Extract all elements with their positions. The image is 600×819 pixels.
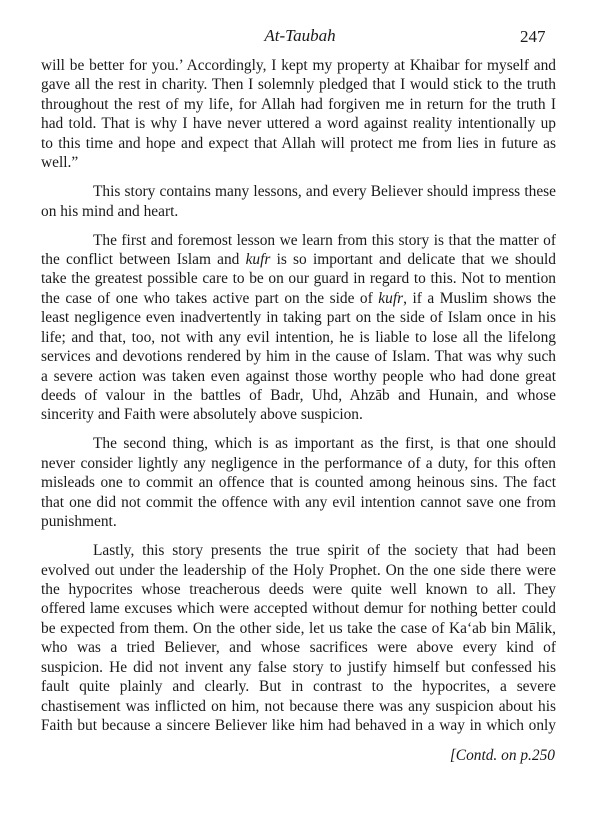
text-line: a severe action was taken even against those worthy people who had done great [41, 367, 556, 385]
paragraph [41, 231, 556, 425]
text-line: who was a tried Believer, and whose sacrifices were above every kind of [41, 639, 556, 657]
italic-term: kufr [378, 289, 404, 307]
text-line: The second thing, which is as important as the first, is that one should [93, 435, 556, 453]
text-line: the case of one who takes active part on the side of kufr, if a Muslim shows the [41, 289, 557, 307]
text-line: that one did not commit the offence with any evil intention cannot save one from [41, 493, 556, 511]
body-text [41, 56, 556, 745]
text-line: the hypocrites whose treacherous deeds were quite well known to all. They [41, 580, 556, 598]
text-line: chastisement was inflicted on him, not because there was any suspicion about his [41, 697, 556, 715]
continued-note: [Contd. on p.250 [449, 747, 555, 764]
text-line: The first and foremost lesson we learn from this story is that the matter of [93, 231, 556, 249]
text-line: This story contains many lessons, and every Believer should impress these [93, 183, 556, 201]
text-line: fault quite plainly and clearly. But in contrast to the hypocrites, a severe [41, 678, 556, 696]
text-line: never consider lightly any negligence in the performance of a duty, for this often [41, 454, 556, 472]
text-line: sincerity and Faith were absolutely above suspicion. [41, 406, 363, 424]
text-line: deeds of valour in the battles of Badr, Uhd, Ahzāb and Hunain, and whose [41, 387, 556, 404]
text-line: Lastly, this story presents the true spirit of the society that had been [93, 542, 556, 560]
text-line: the conflict between Islam and kufr is so important and delicate that we should [41, 250, 556, 268]
text-line: life; and that, too, not with any evil intention, he is liable to lose all the lifelong [41, 328, 556, 346]
text-line: least negligence even inadvertently in taking part on the side of Islam once in his [41, 309, 556, 327]
paragraph [41, 182, 556, 221]
text-line: suspicion. He did not invent any false story to justify himself but confessed his [41, 658, 556, 676]
text-line: offered lame excuses which were accepted without demur for nothing better could [41, 600, 556, 618]
running-title: At-Taubah [264, 26, 336, 45]
text-line: will be better for you.’ Accordingly, I kept my property at Khaibar for myself and [41, 57, 556, 74]
text-line: had told. That is why I have never uttered a word against reality intentionally up [41, 115, 556, 133]
text-line: to this time and hope and expect that Allah will protect me from lies in future as [41, 134, 556, 152]
paragraph [41, 434, 556, 531]
text-line: on his mind and heart. [41, 202, 179, 220]
text-line: gave all the rest in charity. Then I solemnly pledged that I would stick to the truth [41, 76, 556, 94]
paragraph [41, 56, 556, 173]
text-line: Faith but because a sincere Believer like him had behaved in a way in which only [41, 717, 556, 734]
text-line: misleads one to commit an offence that is counted among heinous sins. The fact [41, 474, 556, 492]
italic-term: kufr [245, 250, 271, 268]
text-line: punishment. [41, 513, 117, 531]
text-line: evolved out under the leadership of the Holy Prophet. On the one side there were [41, 561, 556, 579]
page-number: 247 [520, 27, 546, 46]
text-line: throughout the rest of my life, for Allah had forgiven me in return for the truth I [41, 95, 556, 113]
paragraph [41, 541, 556, 735]
text-line: services and devotions rendered by him in the cause of Islam. That was why such [41, 348, 556, 366]
text-line: well.” [41, 154, 79, 172]
text-line: take the greatest possible care to be on our guard in regard to this. Not to mention [41, 270, 556, 288]
text-line: be expected from them. On the other side, let us take the case of Ka‘ab bin Mālik, [41, 619, 556, 637]
